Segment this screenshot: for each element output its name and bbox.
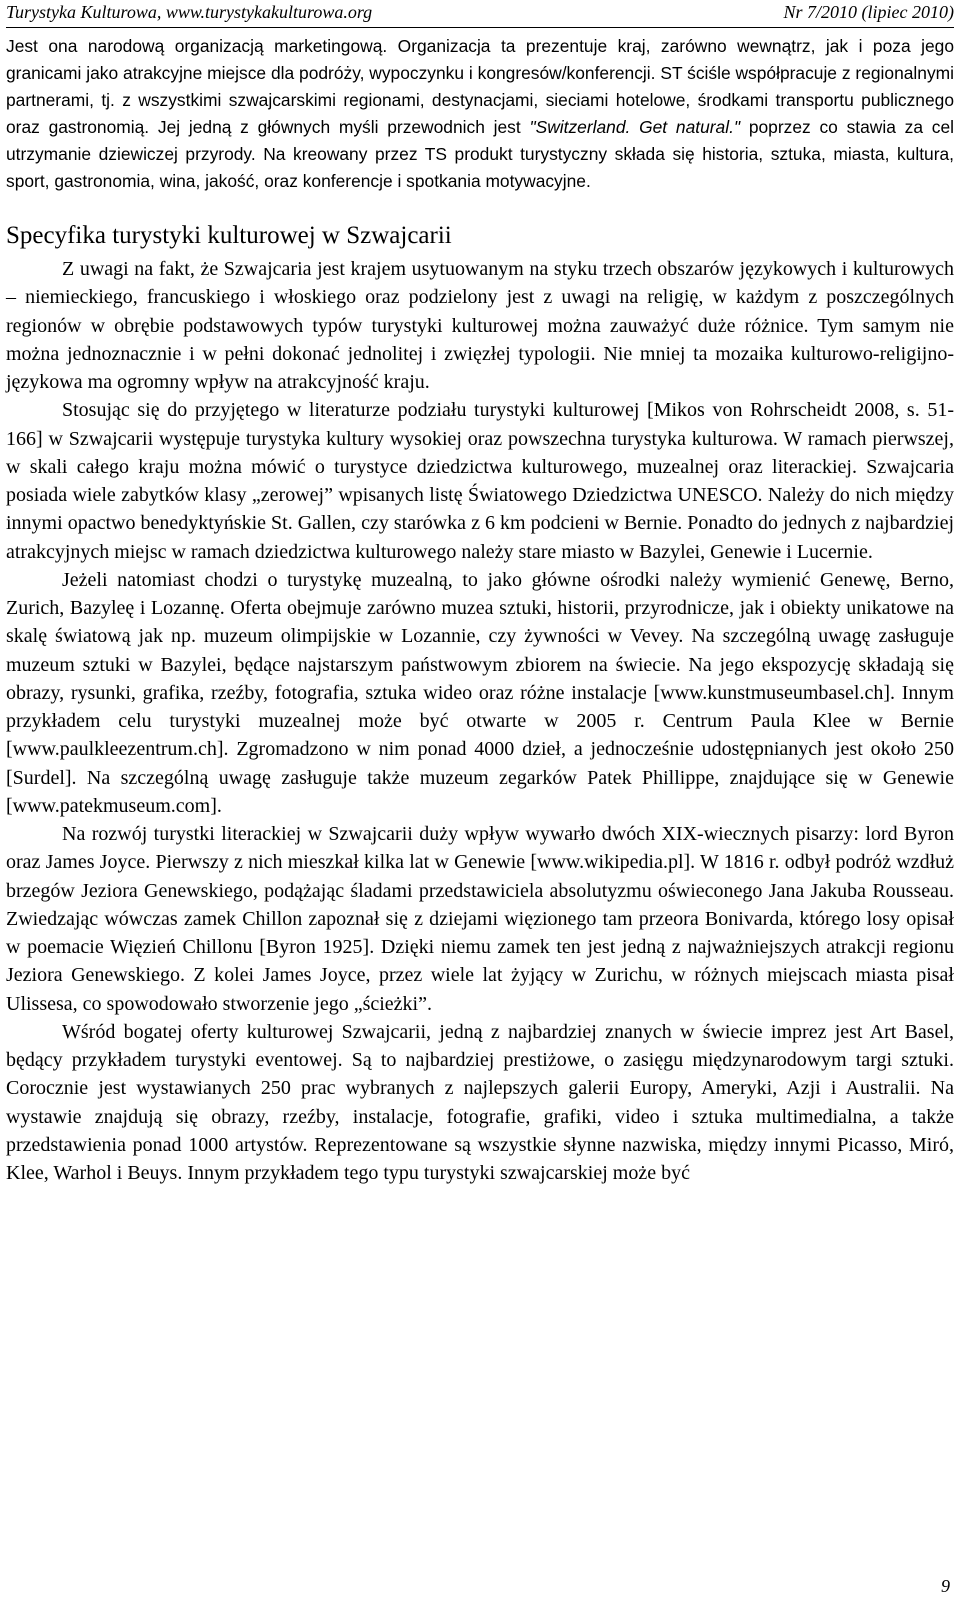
intro-text-part1: Jest ona narodową organizacją marketingową. Organizacja ta prezentuje kraj, zarówno wewnątrz, jak i poza jego granicami jako atrakcyjne miejsce dla podróży, wypoczynku i kongresów/konferencji. ST ściśle współpracuje z regionalnymi partnerami, tj. z wszystkimi szwajcarskimi regionami, destynacjami, sieciami hotelowe, środkami transportu publicznego oraz gastronomią. Jej jedną z głównych myśli przewodnich jest [6,36,954,137]
body-paragraph: Stosując się do przyjętego w literaturze podziału turystyki kulturowej [Mikos von Rohrscheidt 2008, s. 51-166] w Szwajcarii występuje turystyka kultury wysokiej oraz powszechna turystyka kulturowa. W ramach pierwszej, w skali całego kraju można mówić o turystyce dziedzictwa kulturowego, muzealnej oraz literackiej. Szwajcaria posiada wiele zabytków klasy „zerowej” wpisanych listę Światowego Dziedzictwa UNESCO. Należy do nich między innymi opactwo benedyktyńskie St. Gallen, czy starówka z 6 km podcieni w Bernie. Ponadto do jednych z najbardziej atrakcyjnych miejsc w ramach dziedzictwa kulturowego należy stare miasto w Bazylei, Genewie i Lucernie. [6,399,954,563]
header-divider [6,27,954,28]
body-paragraph: Jeżeli natomiast chodzi o turystykę muzealną, to jako główne ośrodki należy wymienić Genewę, Berno, Zurich, Bazyleę i Lozannę. Oferta obejmuje zarówno muzea sztuki, historii, przyrodnicze, jak i obiekty unikatowe na skalę światową jak np. muzeum olimpijskie w Lozannie, czy żywności w Vevey. Na szczególną uwagę zasługuje muzeum sztuki w Bazylei, będące najstarszym państwowym zbiorem na świecie. Na jego ekspozycję składają się obrazy, rysunki, grafika, rzeźby, fotografia, sztuka wideo oraz różne instalacje [www.kunstmuseumbasel.ch]. Innym przykładem celu turystyki muzealnej może być otwarte w 2005 r. Centrum Paula Klee w Bernie [www.paulkleezentrum.ch]. Zgromadzono w nim ponad 4000 dzieł, a jednocześnie udostępnianych jest około 250 [Surdel]. Na szczególną uwagę zasługuje także muzeum zegarków Patek Phillippe, znajdujące się w Genewie [www.patekmuseum.com]. [6,568,954,817]
intro-paragraph [6,33,954,195]
page-content [6,33,954,1187]
journal-title: Turystyka Kulturowa, www.turystykakulturowa.org [6,2,373,22]
body-paragraph: Wśród bogatej oferty kulturowej Szwajcarii, jedną z najbardziej znanych w świecie imprez jest Art Basel, będący przykładem turystyki eventowej. Są to najbardziej prestiżowe, o zasięgu międzynarodowym targi sztuki. Corocznie jest wystawianych 250 prac wybranych z najlepszych galerii Europy, Ameryki, Azji i Australii. Na wystawie znajdują się obrazy, rzeźby, instalacje, fotografie, grafiki, video i sztuka multimedialna, a także przedstawienia ponad 1000 artystów. Reprezentowane są wszystkie słynne nazwiska, między innymi Picasso, Miró, Klee, Warhol i Beuys. Innym przykładem tego typu turystyki szwajcarskiej może być [6,1020,954,1184]
running-header [6,0,954,26]
section-heading: Specyfika turystyki kulturowej w Szwajcarii [6,222,452,249]
page-number: 9 [941,1576,950,1596]
issue-info: Nr 7/2010 (lipiec 2010) [783,2,954,22]
slogan-text: "Switzerland. Get natural." [529,117,741,137]
body-paragraph: Na rozwój turystki literackiej w Szwajcarii duży wpływ wywarło dwóch XIX-wiecznych pisarzy: lord Byron oraz James Joyce. Pierwszy z nich mieszkał kilka lat w Genewie [www.wikipedia.pl]. W 1816 r. odbył podróż wzdłuż brzegów Jeziora Genewskiego, podążając śladami przedstawiciela absolutyzmu oświeconego Jana Jakuba Rousseau. Zwiedzając wówczas zamek Chillon zapoznał się z dziejami więzionego tam przeora Bonivarda, którego losy opisał w poemacie Więzień Chillonu [Byron 1925]. Dzięki niemu zamek ten jest jedną z najważniejszych atrakcji regionu Jeziora Genewskiego. Z kolei James Joyce, przez wiele lat żyjący w Zurichu, w różnych miejscach miasta pisał Ulissesa, co spowodowało stworzenie jego „ścieżki”. [6,823,954,1015]
body-paragraph: Z uwagi na fakt, że Szwajcaria jest krajem usytuowanym na styku trzech obszarów językowych i kulturowych – niemieckiego, francuskiego i włoskiego oraz podzielony jest z uwagi na religię, w każdym z poszczególnych regionów w obrębie podstawowych typów turystyki kulturowej można zauważyć duże różnice. Tym samym nie można jednoznacznie i w pełni dokonać jednolitej i zwięzłej typologii. Nie mniej ta mozaika kulturowo-religijno-językowa ma ogromny wpływ na atrakcyjność kraju. [6,258,954,393]
intro-text-part2: poprzez co stawia za cel utrzymanie dziewiczej przyrody. Na kreowany przez TS produkt turystyczny składa się historia, sztuka, miasta, kultura, sport, gastronomia, wina, jakość, oraz konferencje i spotkania motywacyjne. [6,117,954,191]
section-body [6,255,954,1187]
